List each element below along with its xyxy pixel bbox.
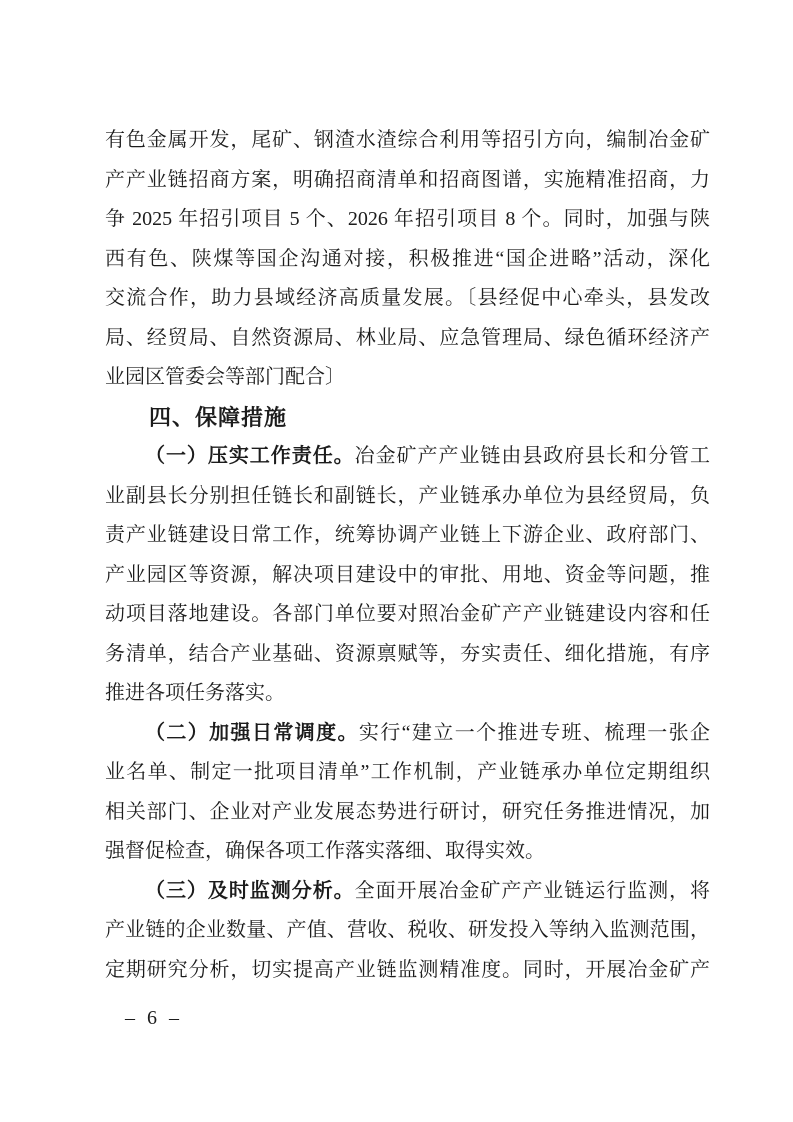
text-line: 交流合作，助力县域经济高质量发展。〔县经促中心牵头，县发改 — [105, 287, 710, 309]
paragraph-lead: （三）及时监测分析。 — [145, 879, 355, 902]
text-line — [105, 872, 710, 912]
text-line: 产业链的企业数量、产值、营收、税收、研发投入等纳入监测范围， — [105, 919, 710, 941]
text-line: 定期研究分析，切实提高产业链监测精准度。同时，开展冶金矿产 — [105, 958, 710, 981]
text-line: 局、经贸局、自然资源局、林业局、应急管理局、绿色循环经济产 — [105, 326, 710, 349]
text-line — [105, 714, 710, 754]
document-body — [105, 121, 710, 990]
paragraph-lead: （一）压实工作责任。 — [145, 445, 355, 467]
paragraph-text: 全面开展冶金矿产产业链运行监测，将 — [354, 879, 710, 902]
text-line — [105, 437, 710, 477]
text-line: 相关部门、企业对产业发展态势进行研讨，研究任务推进情况，加 — [105, 800, 710, 823]
text-line: 推进各项任务落实。 — [105, 682, 285, 704]
text-line: 业名单、制定一批项目清单”工作机制，产业链承办单位定期组织 — [105, 761, 710, 783]
paragraph-text: 实行“建立一个推进专班、梳理一张企 — [358, 721, 710, 744]
text-line: 责产业链建设日常工作，统筹协调产业链上下游企业、政府部门、 — [105, 524, 710, 546]
text-line: 业园区管委会等部门配合〕 — [105, 366, 345, 388]
page-number: – 6 – — [125, 1007, 179, 1029]
text-line: 有色金属开发，尾矿、钢渣水渣综合利用等招引方向，编制冶金矿 — [105, 129, 710, 151]
text-line: 西有色、陕煤等国企沟通对接，积极推进“国企进略”活动，深化 — [105, 247, 710, 270]
text-line: 争 2025 年招引项目 5 个、2026 年招引项目 8 个。同时，加强与陕 — [105, 208, 710, 230]
text-line: 动项目落地建设。各部门单位要对照冶金矿产产业链建设内容和任 — [105, 603, 710, 625]
text-line: 强督促检查，确保各项工作落实落细、取得实效。 — [105, 840, 545, 862]
text-line: 业副县长分别担任链长和副链长，产业链承办单位为县经贸局，负 — [105, 484, 710, 507]
section-heading: 四、保障措施 — [149, 404, 288, 430]
paragraph-text: 冶金矿产产业链由县政府县长和分管工 — [354, 445, 710, 467]
text-line: 产业园区等资源，解决项目建设中的审批、用地、资金等问题，推 — [105, 563, 710, 586]
paragraph-lead: （二）加强日常调度。 — [145, 721, 359, 744]
text-line: 务清单，结合产业基础、资源禀赋等，夯实责任、细化措施，有序 — [105, 642, 710, 665]
text-line: 产产业链招商方案，明确招商清单和招商图谱，实施精准招商，力 — [105, 168, 710, 191]
